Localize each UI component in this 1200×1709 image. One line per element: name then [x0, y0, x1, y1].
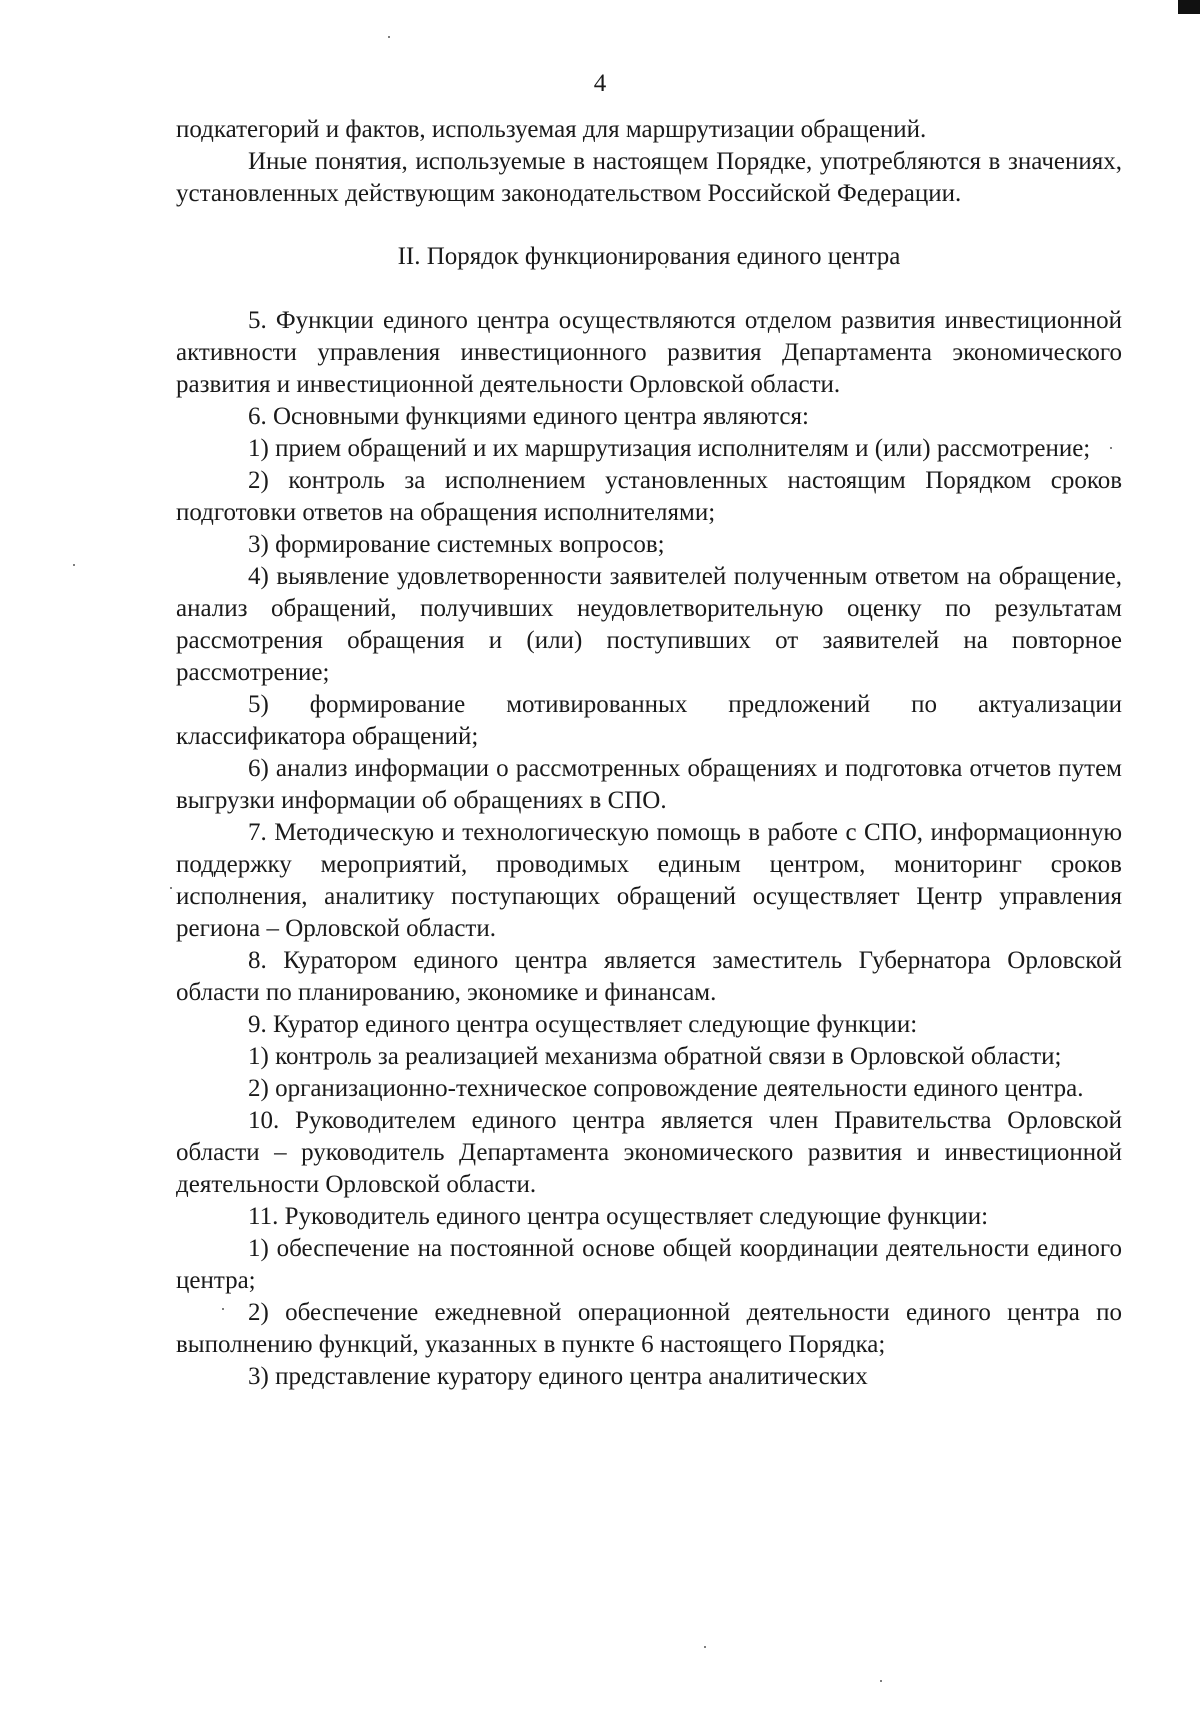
- paragraph-item-9: 9. Куратор единого центра осуществляет следующие функции:: [248, 1011, 918, 1038]
- scan-speck: [170, 887, 172, 889]
- paragraph-subitem-9-1: 1) контроль за реализацией механизма обратной связи в Орловской области;: [248, 1043, 1062, 1070]
- paragraph-subitem-6-2: 2) контроль за исполнением установленных настоящим Порядком сроков подготовки ответов на обращения исполнителями;: [176, 467, 1122, 526]
- scan-speck: [388, 36, 390, 38]
- paragraph-subitem-11-2: 2) обеспечение ежедневной операционной деятельности единого центра по выполнению функций, указанных в пункте 6 настоящего Порядка;: [176, 1299, 1122, 1358]
- paragraph-subitem-6-4: 4) выявление удовлетворенности заявителей полученным ответом на обращение, анализ обращений, получивших неудовлетворительную оценку по результатам рассмотрения обращения и (или) поступивших от заявителей на повторное рассмотрение;: [176, 563, 1122, 686]
- paragraph-definitions: Иные понятия, используемые в настоящем Порядке, употребляются в значениях, установленных действующим законодательством Российской Федерации.: [176, 148, 1122, 207]
- scan-edge-mark: [1178, 0, 1200, 14]
- paragraph-subitem-11-1: 1) обеспечение на постоянной основе общей координации деятельности единого центра;: [176, 1235, 1122, 1294]
- paragraph-subitem-6-1: 1) прием обращений и их маршрутизация исполнителям и (или) рассмотрение;: [248, 435, 1091, 462]
- scan-speck: [880, 1680, 882, 1682]
- paragraph-item-10: 10. Руководителем единого центра является член Правительства Орловской области – руководитель Департамента экономического развития и инвестиционной деятельности Орловской области.: [176, 1107, 1122, 1198]
- paragraph-item-6: 6. Основными функциями единого центра являются:: [248, 403, 809, 430]
- paragraph-subitem-9-2: 2) организационно-техническое сопровождение деятельности единого центра.: [248, 1075, 1084, 1102]
- paragraph-item-5: 5. Функции единого центра осуществляются отделом развития инвестиционной активности управления инвестиционного развития Департамента экономического развития и инвестиционной деятельности Орловской области.: [176, 307, 1122, 398]
- document-body: [176, 114, 1122, 1393]
- paragraph-subitem-6-5: 5) формирование мотивированных предложений по актуализации классификатора обращений;: [176, 691, 1122, 750]
- paragraph-item-8: 8. Куратором единого центра является заместитель Губернатора Орловской области по планированию, экономике и финансам.: [176, 947, 1122, 1006]
- paragraph-subitem-11-3: 3) представление куратору единого центра аналитических: [248, 1363, 868, 1390]
- paragraph-continuation: подкатегорий и фактов, используемая для маршрутизации обращений.: [176, 116, 927, 143]
- scan-speck: [704, 1646, 706, 1648]
- scan-speck: [73, 564, 75, 566]
- paragraph-item-7: 7. Методическую и технологическую помощь в работе с СПО, информационную поддержку мероприятий, проводимых единым центром, мониторинг сроков исполнения, аналитику поступающих обращений осуществляет Центр управления региона – Орловской области.: [176, 819, 1122, 942]
- paragraph-subitem-6-3: 3) формирование системных вопросов;: [248, 531, 665, 558]
- page-number: 4: [593, 70, 607, 97]
- paragraph-item-11: 11. Руководитель единого центра осуществляет следующие функции:: [248, 1203, 989, 1230]
- paragraph-subitem-6-6: 6) анализ информации о рассмотренных обращениях и подготовка отчетов путем выгрузки информации об обращениях в СПО.: [176, 755, 1122, 814]
- section-heading: II. Порядок функционирования единого центра: [397, 243, 901, 270]
